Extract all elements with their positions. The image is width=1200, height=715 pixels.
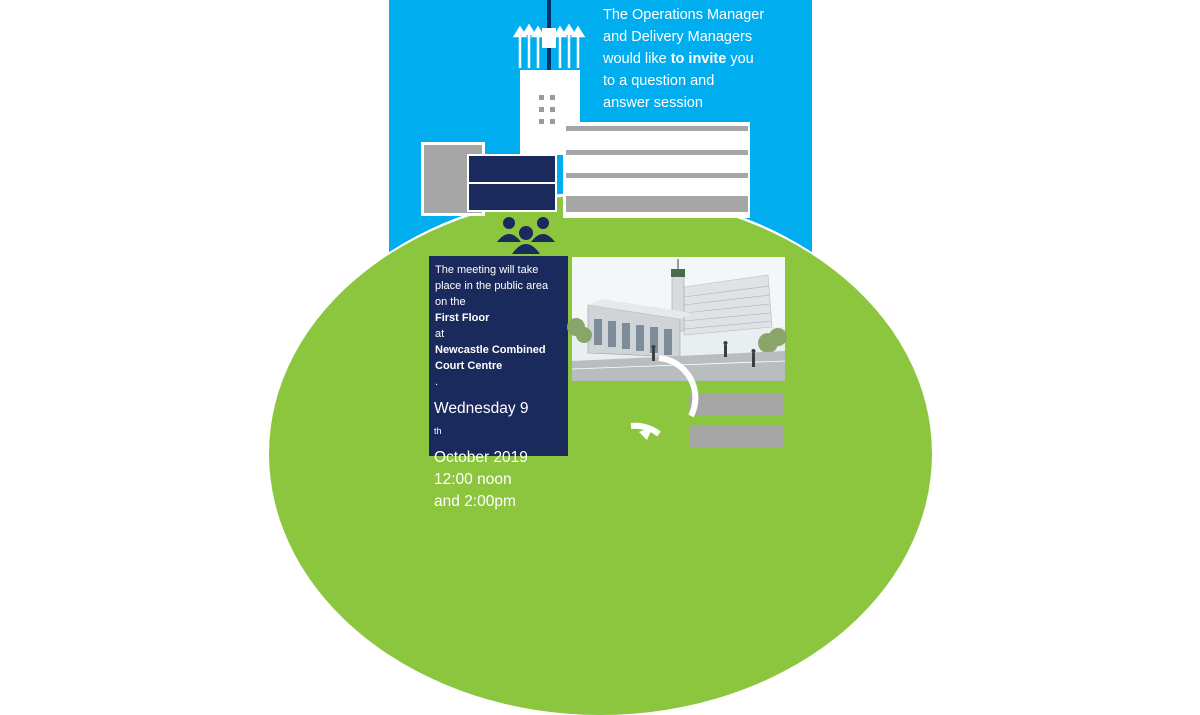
- meeting-info-box: [429, 256, 568, 511]
- meeting-date-time: [429, 390, 568, 513]
- invite-line-text: you: [726, 51, 754, 67]
- invite-line: to a question and: [603, 73, 715, 89]
- tower-window: [550, 107, 555, 112]
- invite-line: and Delivery Managers: [603, 29, 753, 45]
- building-band: [566, 150, 748, 155]
- date-text: Wednesday 9: [434, 400, 529, 417]
- meeting-text: .: [435, 376, 439, 388]
- invite-line-text: would like: [603, 51, 671, 67]
- meeting-location: [429, 256, 568, 390]
- meeting-line: [435, 342, 563, 358]
- invite-text: [603, 4, 808, 114]
- building-band: [566, 173, 748, 178]
- tower-window: [539, 119, 544, 124]
- invite-bold: to invite: [670, 51, 727, 67]
- date-line: [434, 398, 564, 447]
- meeting-bold: Court Centre: [435, 360, 503, 372]
- invitation-poster: [389, 0, 812, 511]
- tower-arrows-icon: [514, 24, 584, 70]
- meeting-text: at: [435, 328, 445, 340]
- building-band: [566, 126, 748, 131]
- time-line: 12:00 noon: [434, 471, 512, 489]
- time-line: and 2:00pm: [434, 493, 516, 511]
- meeting-bold: First Floor: [435, 312, 490, 324]
- meeting-line: [435, 294, 563, 342]
- building-band: [566, 196, 748, 212]
- meeting-line: [435, 358, 563, 390]
- circular-arrow-icon: [629, 346, 729, 446]
- invite-line: The Operations Manager: [603, 7, 765, 23]
- meeting-line: place in the public area: [435, 280, 549, 292]
- meeting-bold: Newcastle Combined: [435, 344, 546, 356]
- building-panel: [467, 182, 557, 212]
- date-line: October 2019: [434, 449, 528, 467]
- tower-window: [539, 107, 544, 112]
- tower-window: [550, 119, 555, 124]
- invite-line: answer session: [603, 95, 703, 111]
- date-suffix: th: [434, 426, 442, 436]
- group-people-icon: [491, 214, 561, 254]
- meeting-text: on the: [435, 296, 466, 308]
- meeting-line: The meeting will take: [435, 264, 539, 276]
- tower-window: [550, 95, 555, 100]
- tower-window: [539, 95, 544, 100]
- building-panel: [467, 154, 557, 184]
- invite-line: [603, 48, 808, 70]
